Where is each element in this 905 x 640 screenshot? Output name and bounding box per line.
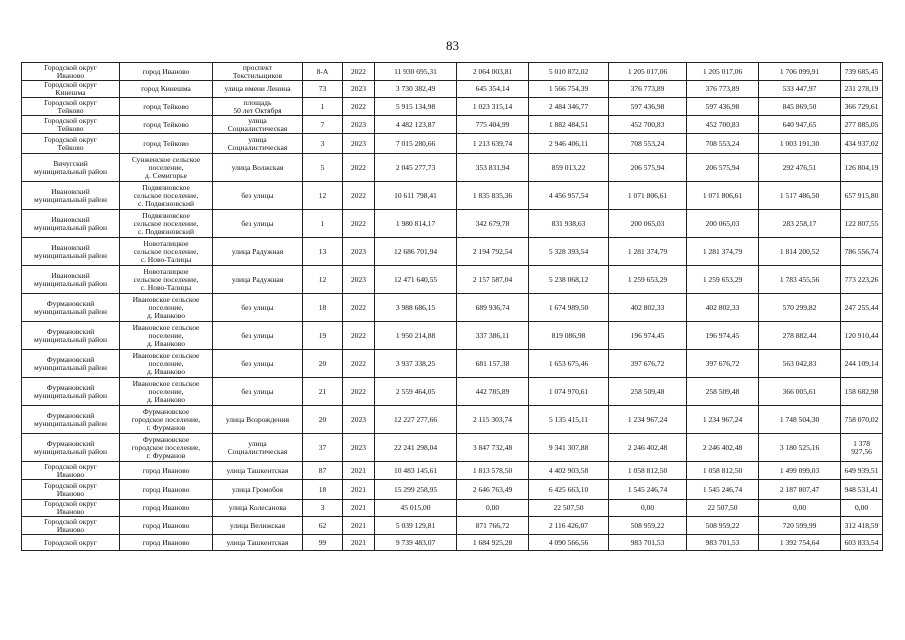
value-cell: 258 509,48 <box>687 378 759 406</box>
locality-cell: Новоталицкое сельское поселение, с. Ново-Талицы <box>120 238 213 266</box>
value-cell: 758 070,02 <box>841 406 883 434</box>
value-cell: 244 109,14 <box>841 350 883 378</box>
value-cell: 533 447,97 <box>759 81 841 98</box>
value-cell: 1 071 806,61 <box>687 182 759 210</box>
year-cell: 2023 <box>343 434 375 462</box>
value-cell: 1 517 486,50 <box>759 182 841 210</box>
value-cell: 6 425 663,10 <box>529 480 609 500</box>
street-cell: улица Велижская <box>213 517 303 535</box>
house-number-cell: 5 <box>303 154 343 182</box>
value-cell: 2 064 003,81 <box>457 63 529 81</box>
year-cell: 2022 <box>343 210 375 238</box>
value-cell: 2 194 792,54 <box>457 238 529 266</box>
total-cost-cell: 22 241 298,04 <box>375 434 457 462</box>
value-cell: 397 676,72 <box>687 350 759 378</box>
value-cell: 1 259 653,29 <box>609 266 687 294</box>
house-number-cell: 73 <box>303 81 343 98</box>
table-row <box>22 98 883 116</box>
locality-cell: город Иваново <box>120 462 213 480</box>
value-cell: 739 685,45 <box>841 63 883 81</box>
street-cell: улица Ташкентская <box>213 462 303 480</box>
value-cell: 258 509,48 <box>609 378 687 406</box>
value-cell: 1 205 017,06 <box>687 63 759 81</box>
house-number-cell: 8-А <box>303 63 343 81</box>
table-body <box>22 63 883 551</box>
value-cell: 708 553,24 <box>687 134 759 154</box>
value-cell: 292 476,51 <box>759 154 841 182</box>
district-cell: Городской округ Иваново <box>22 462 120 480</box>
year-cell: 2021 <box>343 517 375 535</box>
value-cell: 786 556,74 <box>841 238 883 266</box>
table-row <box>22 480 883 500</box>
value-cell: 775 404,99 <box>457 116 529 134</box>
table-row <box>22 154 883 182</box>
district-cell: Городской округ Иваново <box>22 500 120 517</box>
value-cell: 5 328 393,54 <box>529 238 609 266</box>
value-cell: 366 729,61 <box>841 98 883 116</box>
house-number-cell: 13 <box>303 238 343 266</box>
value-cell: 645 354,14 <box>457 81 529 98</box>
total-cost-cell: 9 739 483,07 <box>375 535 457 551</box>
house-number-cell: 1 <box>303 98 343 116</box>
house-number-cell: 87 <box>303 462 343 480</box>
value-cell: 983 701,53 <box>609 535 687 551</box>
district-cell: Фурмановский муниципальный район <box>22 434 120 462</box>
value-cell: 0,00 <box>457 500 529 517</box>
house-number-cell: 1 <box>303 210 343 238</box>
value-cell: 2 116 426,07 <box>529 517 609 535</box>
year-cell: 2022 <box>343 294 375 322</box>
value-cell: 1 281 374,79 <box>687 238 759 266</box>
street-cell: улица Социалистическая <box>213 434 303 462</box>
value-cell: 277 885,05 <box>841 116 883 134</box>
total-cost-cell: 12 227 277,66 <box>375 406 457 434</box>
street-cell: площадь 50 лет Октября <box>213 98 303 116</box>
value-cell: 1 653 675,46 <box>529 350 609 378</box>
value-cell: 452 700,83 <box>687 116 759 134</box>
district-cell: Городской округ Тейково <box>22 134 120 154</box>
street-cell: без улицы <box>213 322 303 350</box>
value-cell: 0,00 <box>841 500 883 517</box>
value-cell: 4 456 957,54 <box>529 182 609 210</box>
value-cell: 1 058 812,50 <box>687 462 759 480</box>
value-cell: 0,00 <box>759 500 841 517</box>
value-cell: 206 575,94 <box>609 154 687 182</box>
street-cell: улица Социалистическая <box>213 134 303 154</box>
locality-cell: Ивановское сельское поселение, д. Иванково <box>120 378 213 406</box>
district-cell: Ивановский муниципальный район <box>22 210 120 238</box>
locality-cell: Новоталицкое сельское поселение, с. Ново-Талицы <box>120 266 213 294</box>
locality-cell: Ивановское сельское поселение, д. Иванково <box>120 322 213 350</box>
district-cell: Фурмановский муниципальный район <box>22 322 120 350</box>
locality-cell: Сунженское сельское поселение, д. Семигорье <box>120 154 213 182</box>
district-cell: Городской округ Тейково <box>22 116 120 134</box>
value-cell: 2 246 402,48 <box>609 434 687 462</box>
house-number-cell: 12 <box>303 266 343 294</box>
value-cell: 1 814 200,52 <box>759 238 841 266</box>
value-cell: 597 436,98 <box>609 98 687 116</box>
year-cell: 2023 <box>343 116 375 134</box>
street-cell: улица Радужная <box>213 266 303 294</box>
value-cell: 3 180 525,16 <box>759 434 841 462</box>
value-cell: 4 090 566,56 <box>529 535 609 551</box>
value-cell: 708 553,24 <box>609 134 687 154</box>
table-row <box>22 182 883 210</box>
value-cell: 376 773,89 <box>609 81 687 98</box>
value-cell: 1 058 812,50 <box>609 462 687 480</box>
value-cell: 434 937,02 <box>841 134 883 154</box>
locality-cell: Фурмановское городское поселение, г. Фурманов <box>120 406 213 434</box>
district-cell: Фурмановский муниципальный район <box>22 294 120 322</box>
district-cell: Городской округ Иваново <box>22 480 120 500</box>
district-cell: Городской округ Тейково <box>22 98 120 116</box>
year-cell: 2023 <box>343 406 375 434</box>
value-cell: 1 378 927,56 <box>841 434 883 462</box>
district-cell: Городской округ Кинешма <box>22 81 120 98</box>
street-cell: без улицы <box>213 350 303 378</box>
house-number-cell: 19 <box>303 322 343 350</box>
value-cell: 278 882,44 <box>759 322 841 350</box>
year-cell: 2022 <box>343 182 375 210</box>
value-cell: 603 833,54 <box>841 535 883 551</box>
total-cost-cell: 11 930 695,31 <box>375 63 457 81</box>
value-cell: 948 531,41 <box>841 480 883 500</box>
street-cell: улица Колесанова <box>213 500 303 517</box>
house-number-cell: 12 <box>303 182 343 210</box>
value-cell: 1 545 246,74 <box>609 480 687 500</box>
street-cell: улица Возрождения <box>213 406 303 434</box>
value-cell: 649 939,51 <box>841 462 883 480</box>
value-cell: 720 599,99 <box>759 517 841 535</box>
table-row <box>22 238 883 266</box>
value-cell: 508 959,22 <box>687 517 759 535</box>
value-cell: 231 278,19 <box>841 81 883 98</box>
table-row <box>22 266 883 294</box>
value-cell: 773 223,26 <box>841 266 883 294</box>
value-cell: 126 804,19 <box>841 154 883 182</box>
value-cell: 640 947,65 <box>759 116 841 134</box>
house-number-cell: 3 <box>303 500 343 517</box>
total-cost-cell: 1 950 214,88 <box>375 322 457 350</box>
value-cell: 3 847 732,48 <box>457 434 529 462</box>
value-cell: 158 682,98 <box>841 378 883 406</box>
district-cell: Фурмановский муниципальный район <box>22 350 120 378</box>
total-cost-cell: 3 988 686,15 <box>375 294 457 322</box>
locality-cell: город Тейково <box>120 116 213 134</box>
district-cell: Фурмановский муниципальный район <box>22 378 120 406</box>
district-cell: Городской округ Иваново <box>22 517 120 535</box>
locality-cell: Фурмановское городское поселение, г. Фурманов <box>120 434 213 462</box>
house-number-cell: 99 <box>303 535 343 551</box>
locality-cell: город Тейково <box>120 134 213 154</box>
total-cost-cell: 7 015 280,66 <box>375 134 457 154</box>
value-cell: 200 065,03 <box>687 210 759 238</box>
street-cell: без улицы <box>213 182 303 210</box>
value-cell: 206 575,94 <box>687 154 759 182</box>
house-number-cell: 3 <box>303 134 343 154</box>
value-cell: 342 679,78 <box>457 210 529 238</box>
table-row <box>22 134 883 154</box>
year-cell: 2022 <box>343 378 375 406</box>
page-number: 83 <box>446 38 459 53</box>
locality-cell: город Иваново <box>120 535 213 551</box>
value-cell: 1 882 484,51 <box>529 116 609 134</box>
value-cell: 1 205 017,06 <box>609 63 687 81</box>
value-cell: 2 115 303,74 <box>457 406 529 434</box>
value-cell: 247 255,44 <box>841 294 883 322</box>
value-cell: 2 246 402,48 <box>687 434 759 462</box>
value-cell: 283 258,17 <box>759 210 841 238</box>
value-cell: 1 674 989,50 <box>529 294 609 322</box>
value-cell: 508 959,22 <box>609 517 687 535</box>
value-cell: 859 013,22 <box>529 154 609 182</box>
value-cell: 22 507,50 <box>687 500 759 517</box>
table-row <box>22 63 883 81</box>
value-cell: 689 936,74 <box>457 294 529 322</box>
data-table <box>21 62 883 551</box>
value-cell: 5 010 872,02 <box>529 63 609 81</box>
district-cell: Ивановский муниципальный район <box>22 266 120 294</box>
street-cell: улица имени Ленина <box>213 81 303 98</box>
table-row <box>22 434 883 462</box>
table-row <box>22 500 883 517</box>
total-cost-cell: 10 483 145,61 <box>375 462 457 480</box>
value-cell: 312 418,59 <box>841 517 883 535</box>
district-cell: Ивановский муниципальный район <box>22 238 120 266</box>
year-cell: 2022 <box>343 350 375 378</box>
year-cell: 2022 <box>343 63 375 81</box>
table-row <box>22 81 883 98</box>
value-cell: 1 234 967,24 <box>687 406 759 434</box>
district-cell: Ивановский муниципальный район <box>22 182 120 210</box>
year-cell: 2023 <box>343 134 375 154</box>
locality-cell: город Тейково <box>120 98 213 116</box>
value-cell: 2 187 807,47 <box>759 480 841 500</box>
house-number-cell: 62 <box>303 517 343 535</box>
street-cell: проспект Текстильщиков <box>213 63 303 81</box>
value-cell: 402 802,33 <box>609 294 687 322</box>
table-row <box>22 406 883 434</box>
value-cell: 353 831,94 <box>457 154 529 182</box>
locality-cell: Подвязновское сельское поселение, с. Подвязновский <box>120 182 213 210</box>
value-cell: 1 259 653,29 <box>687 266 759 294</box>
value-cell: 845 869,50 <box>759 98 841 116</box>
table-row <box>22 535 883 551</box>
value-cell: 1 813 578,50 <box>457 462 529 480</box>
total-cost-cell: 2 045 277,73 <box>375 154 457 182</box>
value-cell: 1 545 246,74 <box>687 480 759 500</box>
house-number-cell: 18 <box>303 480 343 500</box>
district-cell: Городской округ Иваново <box>22 63 120 81</box>
total-cost-cell: 5 915 134,98 <box>375 98 457 116</box>
value-cell: 983 701,53 <box>687 535 759 551</box>
locality-cell: город Кинешма <box>120 81 213 98</box>
total-cost-cell: 12 686 701,94 <box>375 238 457 266</box>
value-cell: 1 783 455,56 <box>759 266 841 294</box>
year-cell: 2023 <box>343 238 375 266</box>
table-row <box>22 294 883 322</box>
table-row <box>22 322 883 350</box>
locality-cell: Ивановское сельское поселение, д. Иванково <box>120 350 213 378</box>
total-cost-cell: 10 611 798,41 <box>375 182 457 210</box>
value-cell: 366 005,61 <box>759 378 841 406</box>
table-row <box>22 378 883 406</box>
table-row <box>22 350 883 378</box>
value-cell: 657 915,80 <box>841 182 883 210</box>
house-number-cell: 37 <box>303 434 343 462</box>
value-cell: 5 135 415,11 <box>529 406 609 434</box>
year-cell: 2021 <box>343 480 375 500</box>
value-cell: 570 299,82 <box>759 294 841 322</box>
value-cell: 376 773,89 <box>687 81 759 98</box>
year-cell: 2021 <box>343 500 375 517</box>
value-cell: 22 507,50 <box>529 500 609 517</box>
street-cell: улица Радужная <box>213 238 303 266</box>
table-row <box>22 116 883 134</box>
value-cell: 337 386,11 <box>457 322 529 350</box>
value-cell: 4 402 903,58 <box>529 462 609 480</box>
value-cell: 1 499 099,03 <box>759 462 841 480</box>
table-row <box>22 517 883 535</box>
value-cell: 1 074 970,61 <box>529 378 609 406</box>
value-cell: 1 392 754,64 <box>759 535 841 551</box>
street-cell: улица Социалистическая <box>213 116 303 134</box>
locality-cell: город Иваново <box>120 517 213 535</box>
total-cost-cell: 3 937 338,25 <box>375 350 457 378</box>
total-cost-cell: 2 559 464,05 <box>375 378 457 406</box>
total-cost-cell: 5 039 129,81 <box>375 517 457 535</box>
street-cell: улица Волжская <box>213 154 303 182</box>
locality-cell: город Иваново <box>120 500 213 517</box>
value-cell: 2 484 346,77 <box>529 98 609 116</box>
value-cell: 1 071 806,61 <box>609 182 687 210</box>
street-cell: улица Ташкентская <box>213 535 303 551</box>
table-row <box>22 210 883 238</box>
value-cell: 1 023 315,14 <box>457 98 529 116</box>
table-row <box>22 462 883 480</box>
district-cell: Фурмановский муниципальный район <box>22 406 120 434</box>
value-cell: 196 974,45 <box>609 322 687 350</box>
value-cell: 2 157 587,04 <box>457 266 529 294</box>
street-cell: без улицы <box>213 378 303 406</box>
value-cell: 120 910,44 <box>841 322 883 350</box>
house-number-cell: 18 <box>303 294 343 322</box>
year-cell: 2021 <box>343 462 375 480</box>
value-cell: 200 065,03 <box>609 210 687 238</box>
value-cell: 442 785,89 <box>457 378 529 406</box>
value-cell: 597 436,98 <box>687 98 759 116</box>
year-cell: 2022 <box>343 98 375 116</box>
street-cell: улица Громобоя <box>213 480 303 500</box>
locality-cell: город Иваново <box>120 63 213 81</box>
value-cell: 1 706 099,91 <box>759 63 841 81</box>
year-cell: 2022 <box>343 154 375 182</box>
value-cell: 819 086,98 <box>529 322 609 350</box>
total-cost-cell: 15 299 258,95 <box>375 480 457 500</box>
value-cell: 1 566 754,39 <box>529 81 609 98</box>
value-cell: 1 003 191,30 <box>759 134 841 154</box>
total-cost-cell: 4 482 123,87 <box>375 116 457 134</box>
value-cell: 402 802,33 <box>687 294 759 322</box>
house-number-cell: 20 <box>303 406 343 434</box>
year-cell: 2021 <box>343 535 375 551</box>
year-cell: 2022 <box>343 322 375 350</box>
locality-cell: Ивановское сельское поселение, д. Иванково <box>120 294 213 322</box>
value-cell: 563 042,83 <box>759 350 841 378</box>
year-cell: 2023 <box>343 266 375 294</box>
value-cell: 871 766,72 <box>457 517 529 535</box>
value-cell: 831 938,63 <box>529 210 609 238</box>
total-cost-cell: 45 015,00 <box>375 500 457 517</box>
value-cell: 9 341 307,88 <box>529 434 609 462</box>
value-cell: 5 238 068,12 <box>529 266 609 294</box>
value-cell: 681 157,38 <box>457 350 529 378</box>
value-cell: 1 281 374,79 <box>609 238 687 266</box>
value-cell: 1 213 639,74 <box>457 134 529 154</box>
district-cell: Городской округ <box>22 535 120 551</box>
value-cell: 1 748 504,30 <box>759 406 841 434</box>
value-cell: 452 700,83 <box>609 116 687 134</box>
value-cell: 1 835 835,36 <box>457 182 529 210</box>
locality-cell: город Иваново <box>120 480 213 500</box>
house-number-cell: 7 <box>303 116 343 134</box>
street-cell: без улицы <box>213 210 303 238</box>
total-cost-cell: 3 730 382,49 <box>375 81 457 98</box>
value-cell: 1 234 967,24 <box>609 406 687 434</box>
total-cost-cell: 12 471 640,55 <box>375 266 457 294</box>
value-cell: 397 676,72 <box>609 350 687 378</box>
year-cell: 2023 <box>343 81 375 98</box>
district-cell: Вичугский муниципальный район <box>22 154 120 182</box>
value-cell: 2 946 406,11 <box>529 134 609 154</box>
value-cell: 1 684 925,28 <box>457 535 529 551</box>
value-cell: 122 807,55 <box>841 210 883 238</box>
value-cell: 2 646 763,49 <box>457 480 529 500</box>
value-cell: 196 974,45 <box>687 322 759 350</box>
house-number-cell: 20 <box>303 350 343 378</box>
total-cost-cell: 1 980 814,17 <box>375 210 457 238</box>
house-number-cell: 21 <box>303 378 343 406</box>
locality-cell: Подвязновское сельское поселение, с. Подвязновский <box>120 210 213 238</box>
street-cell: без улицы <box>213 294 303 322</box>
value-cell: 0,00 <box>609 500 687 517</box>
